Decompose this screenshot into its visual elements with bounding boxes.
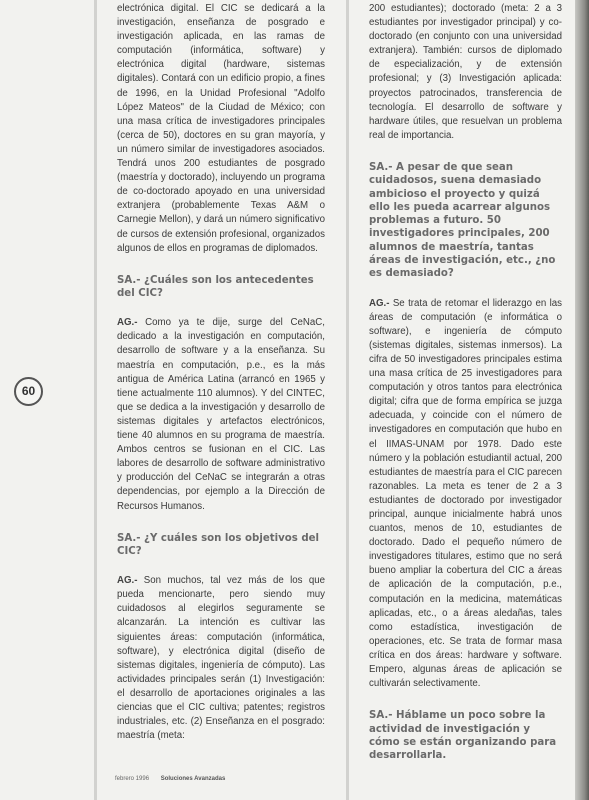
page-footer [115,776,225,782]
column-divider [346,0,349,800]
interview-question: SA.- ¿Cuáles son los antecedentes del CIC? [117,274,314,299]
article-column-left [117,2,325,743]
answer-text: Como ya te dije, surge del CeNaC, dedicado a la investigación en computación, desarrollo de software y a la enseñanza. Su maestría en computación, p.e., es la más antigua de América Latina (arrancó en 1965 y tiene actualmente 110 alumnos). Y del CINTEC, que se dedica a la investigación y desarrollo de sistemas digitales y artefactos electrónicos, tiene 40 alumnos en su programa de maestría. Ambos centros se fusionan en el CIC. Las labores de desarrollo de software administrativo y producción del CeNaC se integrarán a otras dependencias, por ejemplo a la Dirección de Recursos Humanos. [117,317,325,512]
article-column-right [369,2,562,778]
interview-question: SA.- ¿Y cuáles son los objetivos del CIC? [117,532,320,557]
interview-answer [369,297,562,692]
paragraph: electrónica digital. El CIC se dedicará a la investigación, enseñanza de posgrado e investigación aplicada, en las ramas de computación (informática, software) y electrónica digital (hardware, sistemas digitales). Contará con un edificio propio, a fines de 1996, en la Unidad Profesional "Adolfo López Mateos" de la Ciudad de México; con una masa crítica de investigadores principales (cerca de 50), doctores en su gran mayoría, y un número similar de investigadores asociados. Tendrá unos 200 estudiantes de posgrado (maestría y doctorado), incluyendo un programa de co-doctorado apoyado en una universidad extranjera (probablemente Texas A&M o Carnegie Mellon), y dará un número significativo de cursos de extensión profesional, organizados algunos de ellos en programas de diplomados. [117,3,325,254]
interview-question: SA.- Háblame un poco sobre la actividad de investigación y cómo se están organizando para desarrollarla. [369,710,557,762]
speaker-label: AG.- [117,575,138,587]
page-number-badge: 60 [14,377,43,406]
interview-answer [117,316,325,513]
answer-text: Son muchos, tal vez más de los que pueda mencionarte, pero siendo muy cuidadosos al elegirlos seguramente se alcanzarán. La intención es cultivar las siguientes áreas: computación (informática, software), y electrónica digital (diseño de sistemas digitales, ingeniería de cómputo). Las actividades principales serán (1) Investigación: el desarrollo de aportaciones originales a las ciencias que el CIC cultiva; patentes; registros industriales, etc. (2) Enseñanza en el posgrado: maestría (meta: [117,575,325,742]
binding-shadow [575,0,589,800]
speaker-label: AG.- [117,317,138,329]
answer-text: Se trata de retomar el liderazgo en las áreas de computación (e informática o software), e ingeniería de cómputo (sistemas digitales, sistemas inmersos). La cifra de 50 investigadores principales estima una masa crítica de 25 investigadores para computación y otros tantos para electrónica digital; cifra que de forma empírica se juzga adecuada, y coincide con el número de investigadores en computación que hubo en el IIMAS-UNAM por 1978. Dado este número y la población estudiantil actual, 200 estudiantes de maestría para el CIC parecen razonables. La meta es tener de 2 a 3 estudiantes de doctorado por investigador principal, aunque inicialmente habrá unos cuantos, menos de 10, estudiantes de doctorado. Dado el pequeño número de investigadores titulares, estimo que no será bueno ampliar la cobertura del CIC a áreas de aplicación de la computación, p.e., computación en la medicina, matemáticas aplicadas, etc., o a áreas aledañas, tales como estadística, investigación de operaciones, etc. Se trata de formar masa crítica en dos áreas: hardware y software. Empero, algunas áreas de aplicación se cultivarán selectivamente. [369,297,562,690]
interview-question: SA.- A pesar de que sean cuidadosos, suena demasiado ambicioso el proyecto y quizá ello les pueda acarrear algunos problemas a futuro. 50 investigadores principales, 200 alumnos de maestría, tantas áreas de investigación, etc., ¿no es demasiado? [369,161,556,280]
magazine-name: Soluciones Avanzadas [160,776,226,782]
issue-date: febrero 1996 [115,776,150,782]
speaker-label: AG.- [369,297,390,309]
left-margin-rule [94,0,97,800]
interview-answer [117,574,325,743]
paragraph: 200 estudiantes); doctorado (meta: 2 a 3 estudiantes por investigador principal) y co-doctorado (en conjunto con una universidad extranjera). También: cursos de diplomado de especialización, y de extensión profesional; y (3) Investigación aplicada: proyectos patrocinados, transferencia de tecnología. El desarrollo de software y hardware útiles, que resuelvan un problema real de importancia. [369,3,562,141]
